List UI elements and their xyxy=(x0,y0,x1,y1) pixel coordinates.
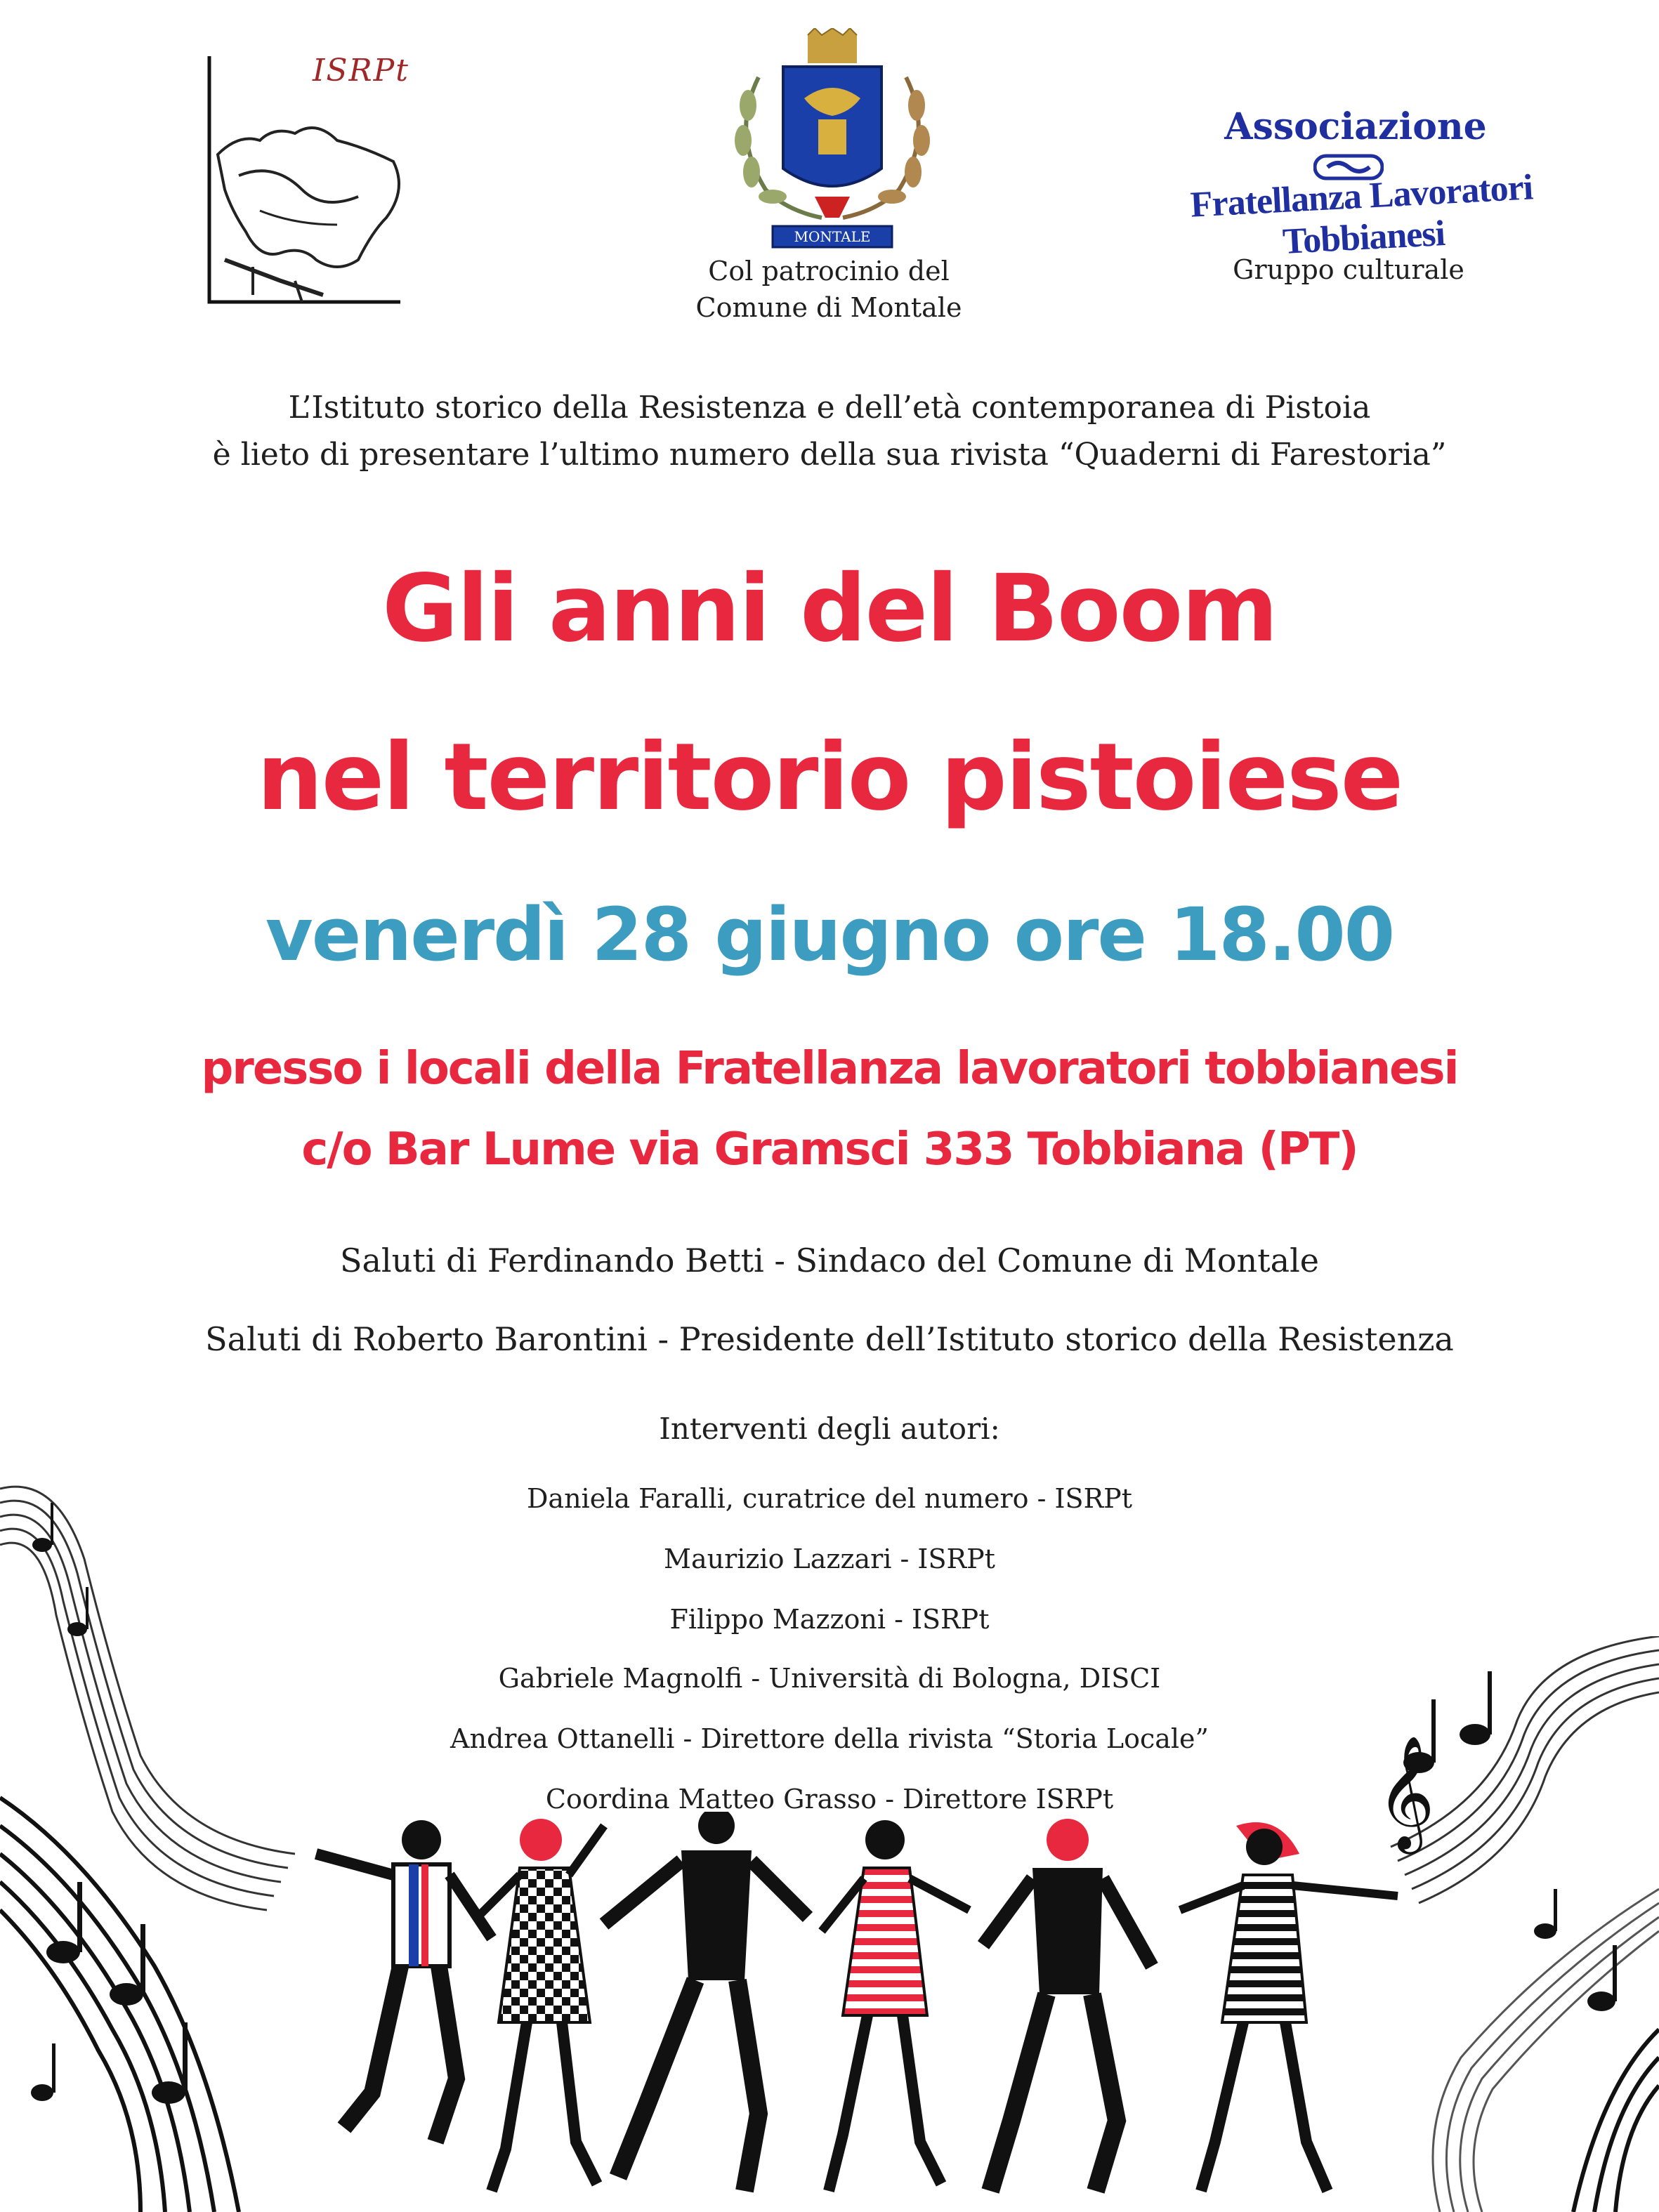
event-title-line1: Gli anni del Boom xyxy=(382,555,1277,663)
speakers-heading: Interventi degli autori: xyxy=(659,1411,1000,1446)
speaker-item: Andrea Ottanelli - Direttore della rivista “Storia Locale” xyxy=(450,1723,1209,1754)
speaker-item: Maurizio Lazzari - ISRPt xyxy=(664,1543,995,1574)
dancer-2 xyxy=(478,1819,604,2191)
association-subtitle: Gruppo culturale xyxy=(1233,254,1464,285)
speaker-item: Filippo Mazzoni - ISRPt xyxy=(669,1604,990,1635)
intro-line2: è lieto di presentare l’ultimo numero della sua rivista “Quaderni di Farestoria” xyxy=(212,437,1447,473)
crest-banner-text: MONTALE xyxy=(794,228,871,245)
patronage-line1: Col patrocinio del xyxy=(708,256,950,287)
speaker-item: Coordina Matteo Grasso - Direttore ISRPt xyxy=(545,1784,1114,1815)
svg-text:𝄞: 𝄞 xyxy=(1377,1735,1435,1850)
intro-line1: L’Istituto storico della Resistenza e dell’età contemporanea di Pistoia xyxy=(288,390,1371,426)
event-date: venerdì 28 giugno ore 18.00 xyxy=(265,892,1394,977)
event-venue-line2: c/o Bar Lume via Gramsci 333 Tobbiana (PT) xyxy=(301,1124,1358,1176)
municipal-crest-icon xyxy=(716,28,948,253)
dancer-5 xyxy=(983,1819,1152,2191)
dancers-silhouettes-icon xyxy=(225,1812,1433,2212)
dancer-3 xyxy=(604,1812,808,2191)
speaker-item: Gabriele Magnolfi - Università di Bologna, DISCI xyxy=(498,1663,1161,1694)
event-title-line2: nel territorio pistoiese xyxy=(256,723,1403,831)
dancer-1 xyxy=(316,1820,492,2142)
association-title: Associazione xyxy=(1224,105,1487,148)
dancer-4 xyxy=(822,1820,969,2191)
isrpt-logo-icon xyxy=(197,49,428,316)
patronage-note xyxy=(653,253,1004,326)
speaker-item: Daniela Faralli, curatrice del numero - ISRPt xyxy=(526,1483,1133,1514)
patronage-line2: Comune di Montale xyxy=(695,292,962,323)
association-name: Fratellanza Lavoratori Tobbianesi xyxy=(1189,167,1534,262)
isrpt-logo-text: ISRPt xyxy=(313,53,409,88)
dancer-6 xyxy=(1180,1822,1398,2191)
event-venue-line1: presso i locali della Fratellanza lavoratori tobbianesi xyxy=(201,1043,1458,1095)
greeting-line2: Saluti di Roberto Barontini - Presidente dell’Istituto storico della Resistenza xyxy=(205,1320,1454,1358)
greeting-line1: Saluti di Ferdinando Betti - Sindaco del Comune di Montale xyxy=(339,1242,1320,1279)
